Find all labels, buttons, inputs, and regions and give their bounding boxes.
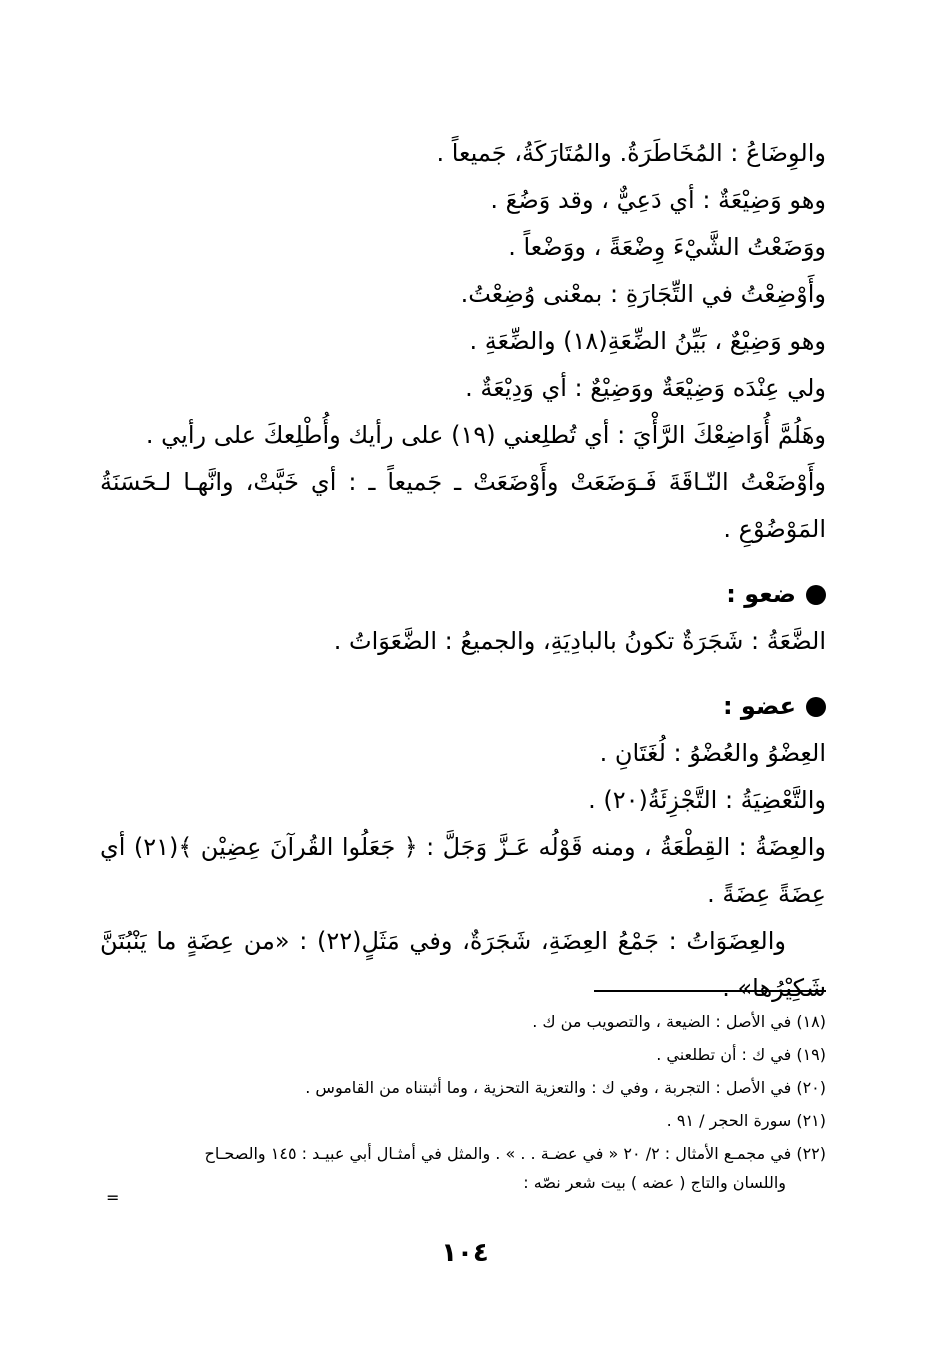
section-heading-label: عضو :	[722, 692, 796, 720]
footnote: (٢٢) في مجمـع الأمثال : ٢/ ٢٠ « في عضـة . . » . والمثل في أمثـال أبي عبيـد : ١٤٥ والصحـاح	[204, 1144, 826, 1163]
footnote: (٢٠) في الأصل : التجربة ، وفي ك : والتعزية التحزية ، وما أثبتناه من القاموس .	[305, 1078, 826, 1097]
text-line: ولي عِنْدَه وَضِيْعَةٌ ووَضِيْعٌ : أي وَدِيْعَةٌ .	[465, 374, 826, 402]
section-heading-dhw	[100, 571, 826, 618]
text-line: والوِضَاعُ : المُخَاطَرَةُ. والمُتَارَكَةُ، جَميعاً .	[436, 139, 826, 167]
text-line: العِضْوُ والعُضْوُ : لُغَتَانِ .	[599, 739, 826, 767]
text-line: شَكِيْرُها» .	[722, 974, 826, 1002]
section-heading-label: ضعو :	[726, 580, 796, 608]
footnote: (٢١) سورة الحجر / ٩١ .	[666, 1111, 826, 1130]
text-line: والعِضَةُ : القِطْعَةُ ، ومنه قَوْلُه عَـزَّ وَجَلَّ : ﴿ جَعَلُوا القُرآنَ عِضِيْن ﴾(٢١) أي	[100, 833, 826, 861]
footnote-divider	[594, 990, 826, 992]
bullet-icon	[806, 697, 826, 717]
continuation-mark: =	[106, 1188, 120, 1207]
text-line: وأَوْضِعْتُ في التِّجَارَةِ : بمعْنى وُضِعْتُ.	[460, 280, 826, 308]
footnotes	[100, 1005, 826, 1195]
text-line: وهو وَضِيْعٌ ، بَيِّنُ الضِّعَةِ(١٨) والضِّعَةِ .	[469, 327, 826, 355]
text-line: عِضَةً عِضَةً .	[707, 880, 826, 908]
page-number: ١٠٤	[441, 1238, 489, 1268]
footnote: (١٩) في ك : أن تطلعني .	[656, 1045, 826, 1064]
bullet-icon	[806, 585, 826, 605]
text-line: وهَلُمَّ أُوَاضِعْكَ الرَّأْيَ : أي تُطلِعني (١٩) على رأيك وأُطْلِعكَ على رأيي .	[145, 421, 826, 449]
text-line: المَوْضُوْعِ .	[723, 515, 826, 543]
text-line: ووَضَعْتُ الشَّيْءَ وِضْعَةً ، ووَضْعاً .	[508, 233, 826, 261]
section-heading-adw	[100, 683, 826, 730]
footnote-continuation: واللسان والتاج ( عضه ) بيت شعر نصّه :	[523, 1173, 786, 1192]
main-text	[100, 130, 826, 1012]
text-line: والعِضَوَاتُ : جَمْعُ العِضَةِ، شَجَرَةٌ، وفي مَثَلٍ(٢٢) : «من عِضَةٍ ما يَنْبُتَنَّ	[100, 927, 786, 955]
text-line: الضَّعَةُ : شَجَرَةٌ تكونُ بالبادِيَةِ، والجميعُ : الضَّعَوَاتُ .	[333, 627, 826, 655]
text-line: وأَوْضَعْتُ النّـاقَةَ فَـوَضَعَتْ وأَوْضَعَتْ ـ جَميعاً ـ : أي خَبَّتْ، وانَّهـا لـحَسَنَةُ	[100, 468, 826, 496]
text-line: وهو وَضِيْعَةٌ : أي دَعِيٌّ ، وقد وَضُعَ .	[490, 186, 826, 214]
footnote: (١٨) في الأصل : الضيعة ، والتصويب من ك .	[532, 1012, 826, 1031]
text-line: والتَّعْضِيَةُ : التَّجْزِئَةُ(٢٠) .	[588, 786, 826, 814]
